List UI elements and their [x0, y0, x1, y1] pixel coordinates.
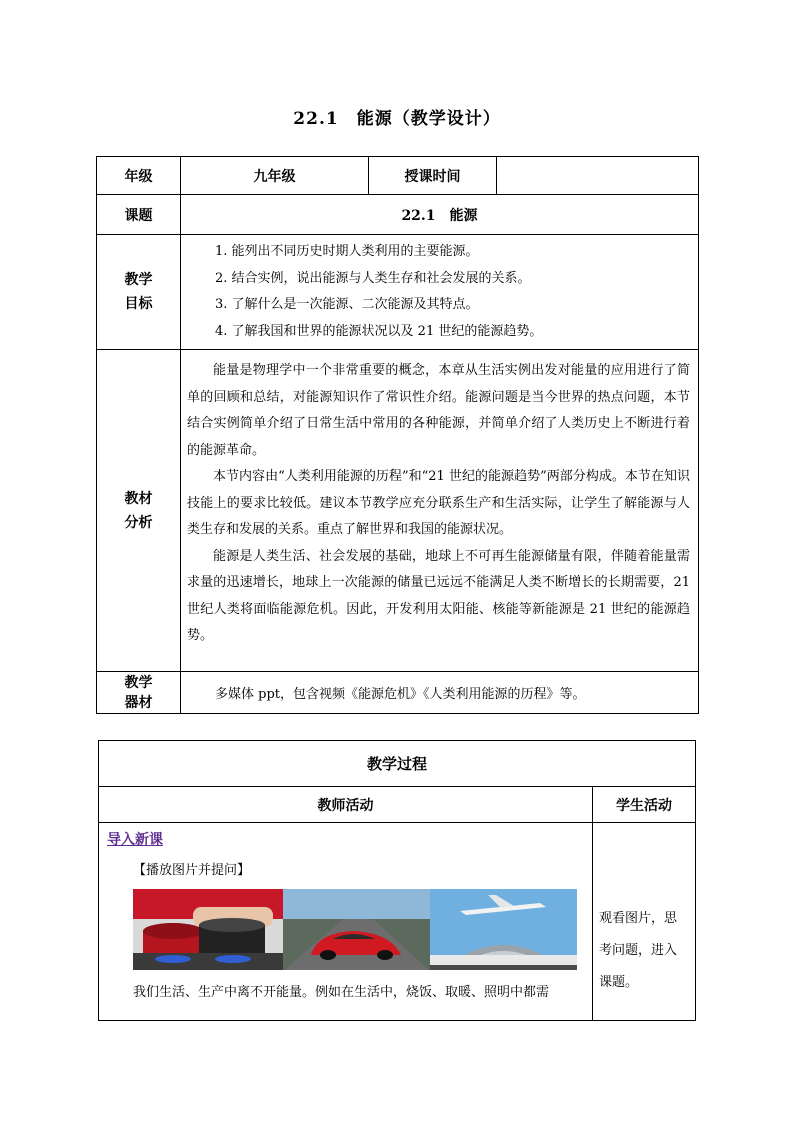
student-activity-text: 观看图片，思考问题，进入课题。 — [599, 911, 678, 990]
student-activity-header: 学生活动 — [593, 787, 696, 823]
lesson-info-table — [96, 156, 699, 714]
goal-item: 2. 结合实例，说出能源与人类生存和社会发展的关系。 — [215, 270, 531, 286]
materials-value: 多媒体 ppt，包含视频《能源危机》《人类利用能源的历程》等。 — [181, 672, 699, 714]
page-title: 22.1 能源（教学设计） — [293, 109, 501, 129]
sports-car-image — [283, 889, 430, 970]
goals-cell — [181, 235, 699, 350]
topic-value: 22.1 能源 — [181, 195, 699, 235]
gas-stove-image — [133, 889, 283, 970]
analysis-label — [97, 350, 181, 672]
time-value — [497, 157, 699, 195]
analysis-label-line2: 分析 — [124, 514, 153, 531]
analysis-paragraph: 能量是物理学中一个非常重要的概念，本章从生活实例出发对能量的应用进行了简单的回顾和总结，对能源知识作了常识性介绍。能源问题是当今世界的热点问题，本节结合实例简单介绍了日常生活中常用的各种能源，并简单介绍了人类历史上不断进行着的能源革命。 — [187, 363, 690, 458]
analysis-paragraph: 能源是人类生活、社会发展的基础，地球上不可再生能源储量有限，伴随着能量需求量的迅速增长，地球上一次能源的储量已远远不能满足人类不断增长的长期需要，21 世纪人类将面临能源危机。因此，开发利用太阳能、核能等新能源是 21 世纪的能源趋势。 — [187, 548, 690, 643]
grade-value: 九年级 — [181, 157, 369, 195]
analysis-label-line1: 教材 — [124, 490, 153, 507]
teacher-activity-header: 教师活动 — [99, 787, 593, 823]
goals-label — [97, 235, 181, 350]
goal-item: 1. 能列出不同历史时期人类利用的主要能源。 — [215, 244, 479, 259]
process-heading: 教学过程 — [99, 741, 696, 787]
time-label: 授课时间 — [369, 157, 497, 195]
student-activity-cell — [593, 823, 696, 1021]
analysis-cell — [181, 350, 699, 672]
teaching-process-table — [98, 740, 696, 1021]
goals-label-line1: 教学 — [124, 272, 153, 288]
analysis-text — [181, 350, 698, 650]
goal-item: 3. 了解什么是一次能源、二次能源及其特点。 — [215, 297, 479, 312]
materials-label — [97, 672, 181, 714]
goals-label-line2: 目标 — [124, 296, 153, 312]
intro-link[interactable]: 导入新课 — [107, 832, 163, 848]
prompt-text: 【播放图片并提问】 — [133, 863, 251, 878]
goal-item: 4. 了解我国和世界的能源状况以及 21 世纪的能源趋势。 — [215, 323, 543, 339]
topic-label: 课题 — [97, 195, 181, 235]
image-row — [99, 885, 592, 975]
intro-body-text: 我们生活、生产中离不开能量。例如在生活中，烧饭、取暖、照明中都需 — [133, 985, 550, 1000]
goals-list — [181, 235, 698, 349]
analysis-paragraph: 本节内容由“人类利用能源的历程”和“21 世纪的能源趋势”两部分构成。本节在知识技能上的要求比较低。建议本节教学应充分联系生产和生活实际，让学生了解能源与人类生存和发展的关系。重点了解世界和我国的能源状况。 — [187, 469, 690, 537]
materials-label-line2: 器材 — [124, 694, 153, 711]
teacher-activity-cell — [99, 823, 593, 1021]
materials-label-line1: 教学 — [124, 674, 153, 691]
grade-label: 年级 — [97, 157, 181, 195]
airplane-train-image — [430, 889, 577, 970]
